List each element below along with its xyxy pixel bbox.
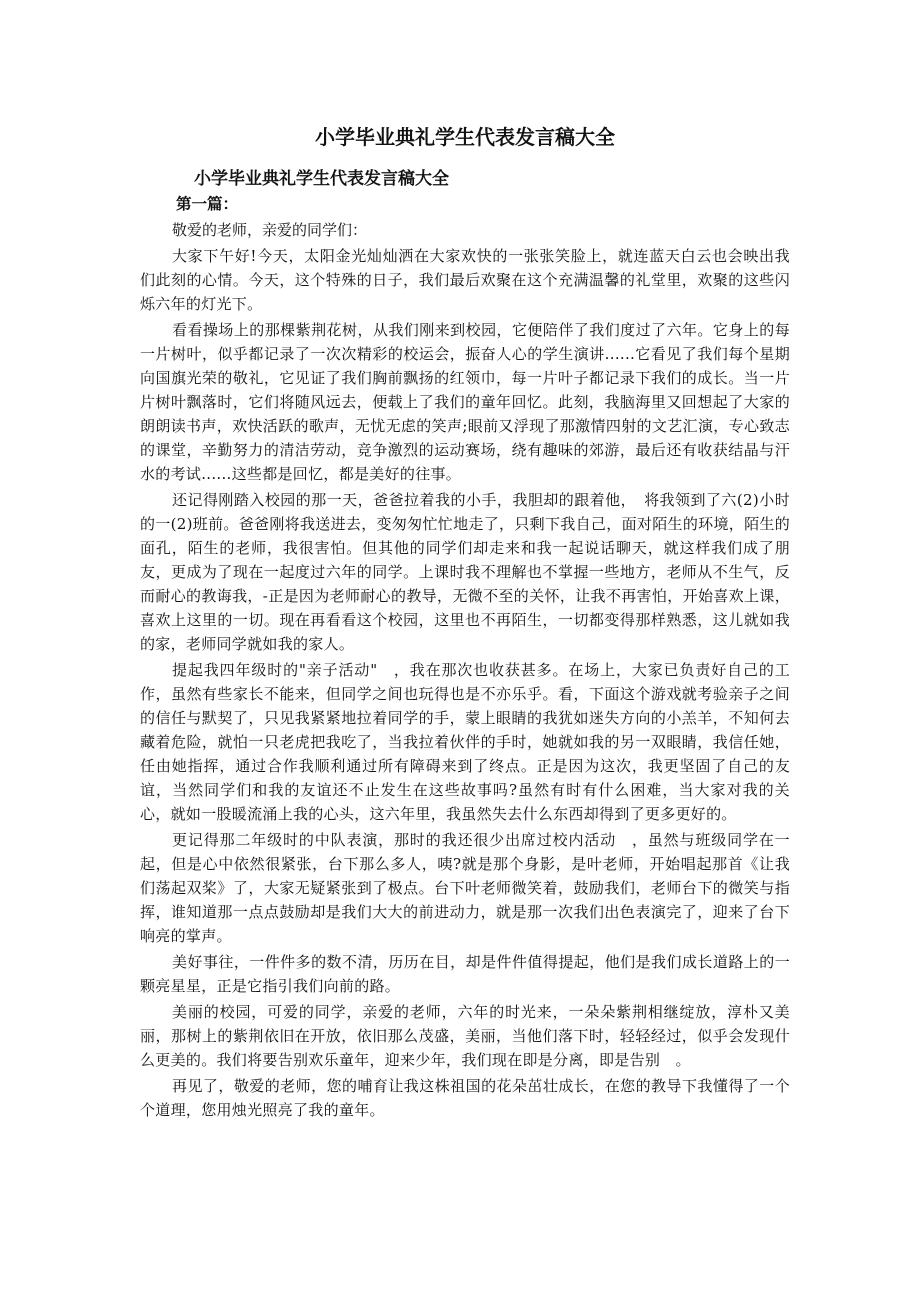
paragraph-2: 看看操场上的那棵紫荆花树，从我们刚来到校园，它便陪伴了我们度过了六年。它身上的每一片树叶，似乎都记录了一次次精彩的校运会，振奋人心的学生演讲......它看见了我们每个星期向国旗光荣的敬礼，它见证了我们胸前飘扬的红领巾，每一片叶子都记录下我们的成长。当一片片树叶飘落时，它们将随风远去，便载上了我们的童年回忆。此刻，我脑海里又回想起了大家的朗朗读书声，欢快活跃的歌声，无忧无虑的笑声;眼前又浮现了那激情四射的文艺汇演，专心致志的课堂，辛勤努力的清洁劳动，竞争激烈的运动赛场，绕有趣味的郊游，最后还有收获结晶与汗水的考试......这些都是回忆，都是美好的往事。 xyxy=(140,321,790,483)
paragraph-3: 还记得刚踏入校园的那一天，爸爸拉着我的小手，我胆却的跟着他， 将我领到了六(2)小时的一(2)班前。爸爸刚将我送进去，变匆匆忙忙地走了，只剩下我自己，面对陌生的环境，陌生的面孔，陌生的老师，我很害怕。但其他的同学们却走来和我一起说话聊天，就这样我们成了朋友，更成为了现在一起度过六年的同学。上课时我不理解也不掌握一些地方，老师从不生气，反而耐心的教诲我，-正是因为老师耐心的教导，无微不至的关怀，让我不再害怕，开始喜欢上课，喜欢上这里的一切。现在再看看这个校园，这里也不再陌生，一切都变得那样熟悉，这儿就如我的家，老师同学就如我的家人。 xyxy=(140,491,790,653)
document-subtitle: 小学毕业典礼学生代表发言稿大全 xyxy=(194,169,449,189)
salutation: 敬爱的老师，亲爱的同学们： xyxy=(172,221,368,239)
document-title: 小学毕业典礼学生代表发言稿大全 xyxy=(315,125,615,149)
paragraph-8: 再见了，敬爱的老师，您的哺育让我这株祖国的花朵茁壮成长，在您的教导下我懂得了一个个道理，您用烛光照亮了我的童年。 xyxy=(140,1077,790,1119)
section-heading: 第一篇： xyxy=(176,195,239,213)
paragraph-1: 大家下午好!今天，太阳金光灿灿洒在大家欢快的一张张笑脸上，就连蓝天白云也会映出我们此刻的心情。今天，这个特殊的日子，我们最后欢聚在这个充满温馨的礼堂里，欢聚的这些闪烁六年的灯光下。 xyxy=(140,247,790,313)
paragraph-4: 提起我四年级时的"亲子活动" ，我在那次也收获甚多。在场上，大家已负责好自己的工作，虽然有些家长不能来，但同学之间也玩得也是不亦乐乎。看，下面这个游戏就考验亲子之间的信任与默契了，只见我紧紧地拉着同学的手，蒙上眼睛的我犹如迷失方向的小羔羊，不知何去藏着危险，就怕一只老虎把我吃了，当我拉着伙伴的手时，她就如我的另一双眼睛，我信任她，任由她指挥，通过合作我顺利通过所有障碍来到了终点。正是因为这次，我更坚固了自己的友谊，当然同学们和我的友谊还不止发生在这些故事吗?虽然有时有什么困难，当大家对我的关心，就如一股暖流涌上我的心头，这六年里，我虽然失去什么东西却得到了更多更好的。 xyxy=(140,661,790,823)
document-page xyxy=(140,112,790,1124)
paragraph-5: 更记得那二年级时的中队表演，那时的我还很少出席过校内活动 ，虽然与班级同学在一起，但是心中依然很紧张，台下那么多人，咦?就是那个身影，是叶老师，开始唱起那首《让我们荡起双桨》了，大家无疑紧张到了极点。台下叶老师微笑着，鼓励我们，老师台下的微笑与指挥，谁知道那一点点鼓励却是我们大大的前进动力，就是那一次我们出色表演完了，迎来了台下响亮的掌声。 xyxy=(140,831,790,945)
paragraph-7: 美丽的校园，可爱的同学，亲爱的老师，六年的时光来，一朵朵紫荆相继绽放，淳朴又美丽，那树上的紫荆依旧在开放，依旧那么茂盛，美丽，当他们落下时，轻轻经过，似乎会发现什么更美的。我们将要告别欢乐童年，迎来少年，我们现在即是分离，即是告别 。 xyxy=(140,1003,790,1069)
paragraph-6: 美好事往，一件件多的数不清，历历在目，却是件件值得提起，他们是我们成长道路上的一颗亮星星，正是它指引我们向前的路。 xyxy=(140,953,790,995)
